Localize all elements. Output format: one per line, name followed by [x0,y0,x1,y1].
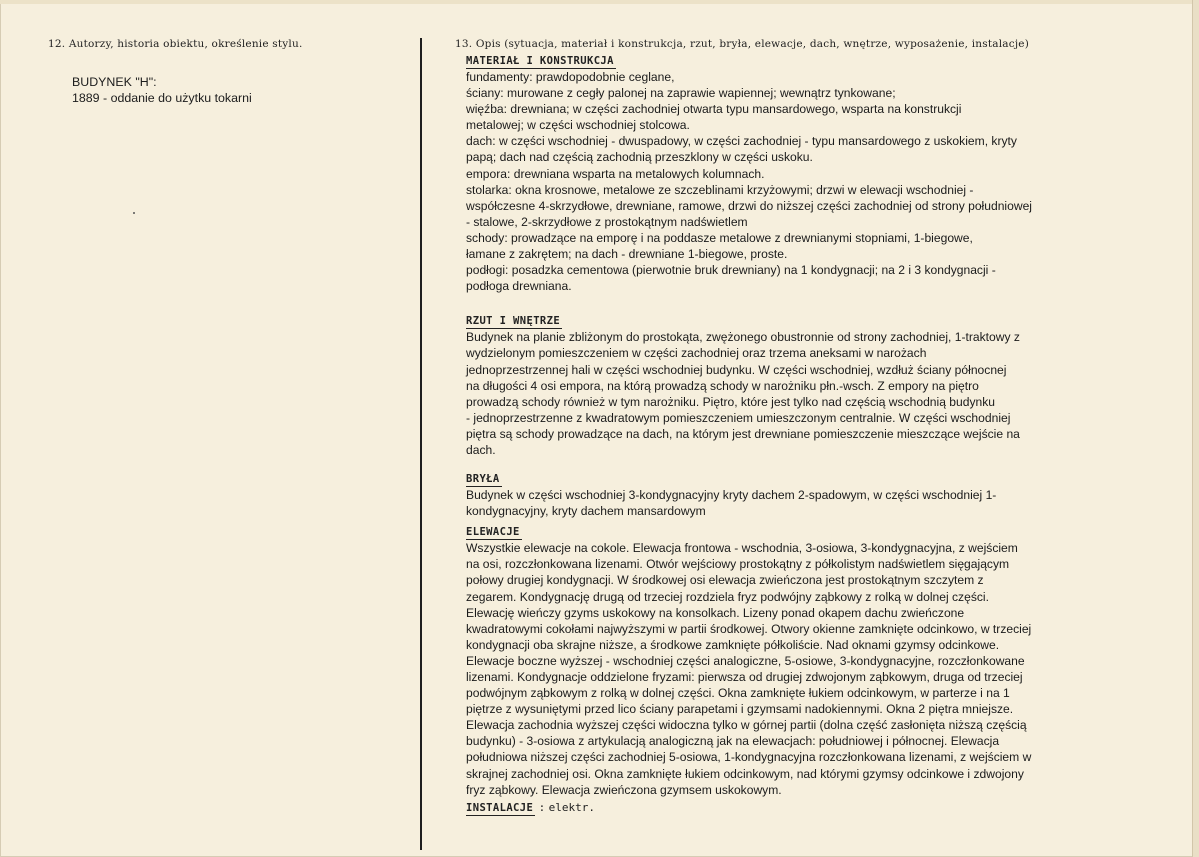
text-line: łamane z zakrętem; na dach - drewniane 1-biegowe, proste. [466,247,788,262]
material-heading: MATERIAŁ I KONSTRUKCJA [466,55,614,67]
text-line: współczesne 4-skrzydłowe, drewniane, ramowe, drzwi do niższej części zachodniej od strony południowej [466,198,1032,213]
text-line: na długości 4 osi empora, na którą prowadzą schody w narożniku płn.-wsch. Z empory na piętro [466,378,979,393]
text-line: schody: prowadzące na emporę i na poddasze metalowe z drewnianymi stopniami, 1-biegowe, [466,230,973,245]
installation-section [466,799,1088,816]
section-13-header: 13. Opis (sytuacja, materiał i konstrukcja, rzut, bryła, elewacje, dach, wnętrze, wyposażenie, instalacje) [455,38,1029,50]
installation-value: elektr. [548,800,595,814]
text-line: zegarem. Kondygnację drugą od trzeciej rozdziela fryz podwójny ząbkowy z rolką w dolnej części. [466,589,989,604]
paper-speck [133,212,135,214]
text-line: podwójnym ząbkowym z rolką w dolnej części. Okna zamknięte łukiem odcinkowym, w parterze i na 1 [466,686,1010,701]
text-line: dach. [466,442,496,457]
text-line: na osi, rozczłonkowana lizenami. Otwór wejściowy prostokątny z półkolistym nadświetlem sięgającym [466,557,1010,572]
text-line: Wszystkie elewacje na cokole. Elewacja frontowa - wschodnia, 3-osiowa, 3-kondygnacyjna, z wejściem [466,541,1018,556]
text-line: wydzielonym pomieszczeniem w części zachodniej oraz trzema aneksami w narożach [466,346,927,361]
material-text [466,69,1088,294]
elevation-section [466,523,1088,798]
mass-text [466,487,1088,519]
mass-section [466,470,1088,519]
card-right-edge [1192,0,1199,857]
text-line: Budynek na planie zbliżonym do prostokąta, zwężonego obustronnie od strony zachodniej, 1-traktowy z [466,330,1020,345]
plan-section [466,312,1088,458]
material-section [466,52,1088,294]
text-line: kondygnacji oba skrajne niższe, a środkowe zamknięte półkoliście. Nad oknami gzymsy odcinkowe. [466,637,1000,652]
text-line: budynku) - 3-osiowa z artykulacją analogiczną jak na elewacjach: południowej i północnej. Elewacja [466,734,1000,749]
mass-heading: BRYŁA [466,473,500,486]
text-line: - jednoprzestrzenne z kwadratowym pomieszczeniem umieszczonym centralnie. W części wschodniej [466,410,1011,425]
text-line: Elewację wieńczy gzyms uskokowy na konsolkach. Lizeny ponad okapem dachu zwieńczone [466,605,965,620]
plan-text [466,329,1088,458]
text-line: prowadzą schody również w tym narożniku. Piętro, które jest tylko nad częścią wschodnią budynku [466,394,996,409]
text-line: ściany: murowane z cegły palonej na zaprawie wapiennej; wewnątrz tynkowane; [466,86,896,101]
description-body [466,52,1088,816]
spacer [466,294,1088,312]
text-line: Elewacja zachodnia wyższej części widoczna tylko w górnej partii (dolna część zasłonięta niższą częścią [466,718,1027,733]
elevation-heading: ELEWACJE [466,526,520,539]
text-line: metalowej; w części wschodniej stolcowa. [466,118,690,133]
text-line: empora: drewniana wsparta na metalowych kolumnach. [466,166,765,181]
text-line: fryz ząbkowy. Elewacja zwieńczona gzymsem uskokowym. [466,782,782,797]
text-line: południowa niższej części zachodniej 5-osiowa, 1-kondygnacyjna rozczłonkowana lizenami, z wejściem w [466,750,1032,765]
plan-heading: RZUT I WNĘTRZE [466,315,561,328]
text-line: Elewacje boczne wyższej - wschodniej części analogiczne, 5-osiowe, 3-kondygnacyjne, rozczłonkowane [466,653,1025,668]
history-entry: 1889 - oddanie do użytku tokarni [72,91,252,105]
text-line: podłoga drewniana. [466,279,572,294]
text-line: dach: w części wschodniej - dwuspadowy, w części zachodniej - typu mansardowego z uskokiem, kryty [466,134,1017,149]
text-line: Budynek w części wschodniej 3-kondygnacyjny kryty dachem 2-spadowym, w części wschodniej 1- [466,488,997,503]
text-line: połowy drugiej kondygnacji. W środkowej osi elewacja zwieńczona jest prostokątnym szczytem z [466,573,984,588]
column-divider [420,38,422,850]
spacer [466,458,1088,470]
text-line: kondygnacyjny, kryty dachem mansardowym [466,504,706,519]
text-line: kwadratowymi cokołami najwyższymi w partii środkowej. Otwory okienne zamknięte odcinkowo, w trzeciej [466,621,1032,636]
text-line: skrajnej zachodniej osi. Okna zamknięte łukiem odcinkowym, nad którymi gzymsy odcinkowe i zdwojony [466,766,1024,781]
text-line: więźba: drewniana; w części zachodniej otwarta typu mansardowego, wsparta na konstrukcji [466,102,962,117]
text-line: piętra są schody prowadzące na dach, na którym jest drewniane pomieszczenie mieszczące wejście na [466,426,1020,441]
text-line: piętrze z wysuniętymi przed lico ściany parapetami i gzymsami nadokiennymi. Okna 2 piętra mniejsze. [466,702,1014,717]
installation-heading: INSTALACJE [466,801,534,814]
text-line: papą; dach nad częścią zachodnią przeszklony w części uskoku. [466,150,813,165]
section-12-header: 12. Autorzy, historia obiektu, określenie stylu. [48,38,303,50]
text-line: lizenami. Kondygnacje oddzielone fryzami: pierwsza od drugiej zdwojonym ząbkowym, druga od trzeciej [466,670,1023,684]
text-line: - stalowe, 2-skrzydłowe z prostokątnym nadświetlem [466,214,748,229]
text-line: fundamenty: prawdopodobnie ceglane, [466,70,675,84]
text-line: podłogi: posadzka cementowa (pierwotnie bruk drewniany) na 1 kondygnacji; na 2 i 3 kondygnacji - [466,263,996,278]
building-label: BUDYNEK "H": [72,75,157,89]
card-top-edge [0,0,1199,4]
text-line: jednoprzestrzennej hali w części wschodniej budynku. W części wschodniej, wzdłuż ściany północnej [466,362,1007,377]
elevation-text [466,540,1088,798]
text-line: stolarka: okna krosnowe, metalowe ze szczeblinami krzyżowymi; drzwi w elewacji wschodniej - [466,182,974,197]
installation-separator: : [538,800,546,814]
